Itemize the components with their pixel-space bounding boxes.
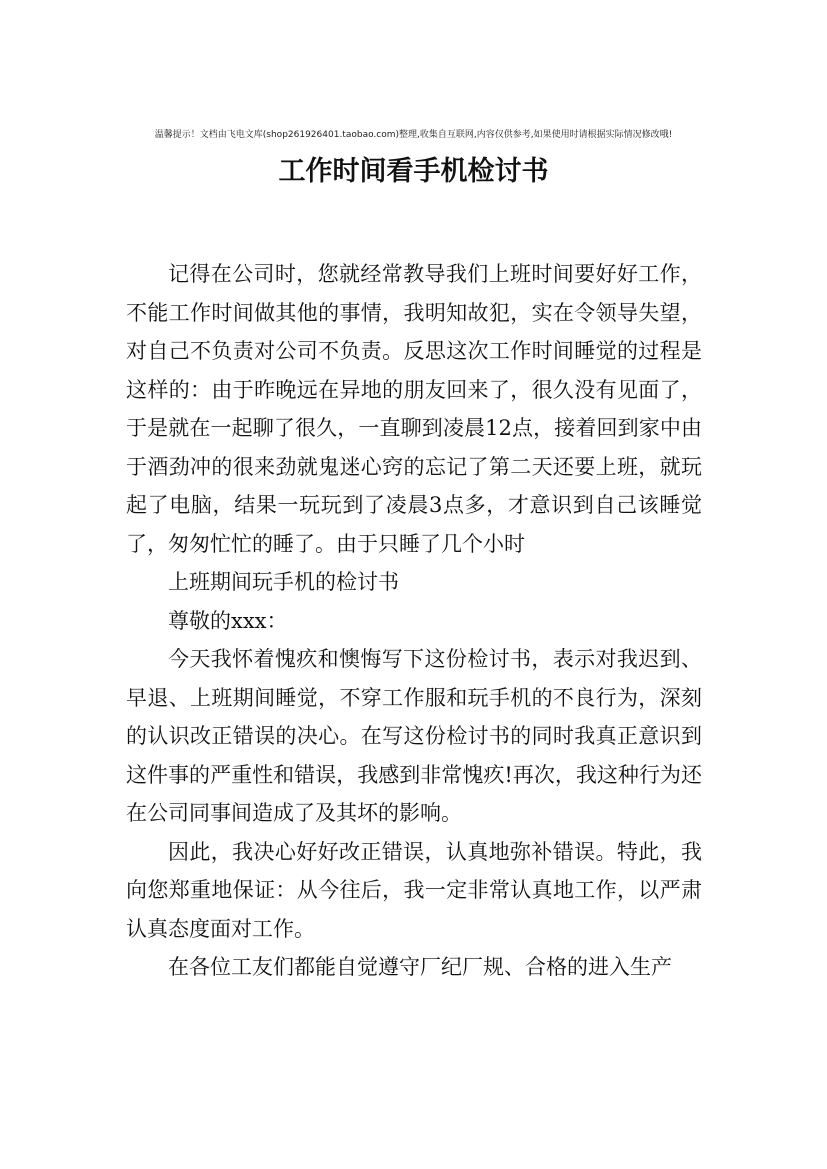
paragraph-salutation: 尊敬的xxx： — [168, 608, 288, 633]
document-body — [126, 255, 702, 987]
document-title: 工作时间看手机检讨书 — [278, 156, 549, 187]
paragraph-promise: 因此，我决心好好改正错误，认真地弥补错误。特此，我向您郑重地保证：从今往后，我一定非常认真地工作，以严肃认真态度面对工作。 — [126, 839, 702, 941]
paragraph-intro: 记得在公司时，您就经常教导我们上班时间要好好工作，不能工作时间做其他的事情，我明知故犯，实在令领导失望，对自己不负责对公司不负责。反思这次工作时间睡觉的过程是这样的：由于昨晚远在异地的朋友回来了，很久没有见面了，于是就在一起聊了很久，一直聊到凌晨12点，接着回到家中由于酒劲冲的很来劲就鬼迷心窍的忘记了第二天还要上班，就玩起了电脑，结果一玩玩到了凌晨3点多，才意识到自己该睡觉了，匆匆忙忙的睡了。由于只睡了几个小时 — [126, 262, 702, 556]
paragraph-closing: 在各位工友们都能自觉遵守厂纪厂规、合格的进入生产 — [168, 955, 672, 979]
paragraph-subtitle: 上班期间玩手机的检讨书 — [168, 570, 399, 594]
header-notice: 温馨提示！文档由飞电文库(shop261926401.taobao.com)整理,收集自互联网,内容仅供参考,如果使用时请根据实际情况修改哦! — [154, 130, 673, 140]
paragraph-confession: 今天我怀着愧疚和懊悔写下这份检讨书，表示对我迟到、早退、上班期间睡觉，不穿工作服和玩手机的不良行为，深刻的认识改正错误的决心。在写这份检讨书的同时我真正意识到这件事的严重性和错误，我感到非常愧疚!再次，我这种行为还在公司同事间造成了及其坏的影响。 — [126, 647, 702, 825]
